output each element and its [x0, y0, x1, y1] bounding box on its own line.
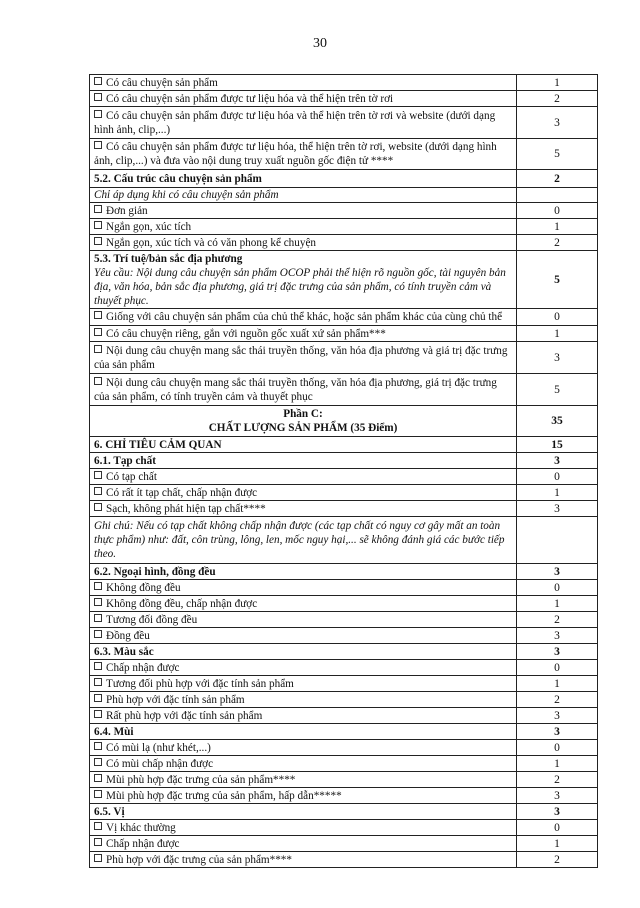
criterion-text: Có tạp chất [106, 470, 157, 483]
score-cell: 5 [517, 139, 598, 170]
table-row [90, 437, 598, 453]
checkbox-icon [94, 694, 102, 702]
table-row [90, 517, 598, 564]
table-row [90, 724, 598, 740]
score-cell: 2 [517, 235, 598, 251]
criterion-text: Chấp nhận được [106, 661, 180, 674]
table-row [90, 235, 598, 251]
criterion-text: Có câu chuyện riêng, gắn với nguồn gốc xuất xứ sản phẩm*** [106, 327, 386, 340]
checkbox-icon [94, 822, 102, 830]
score-cell: 5 [517, 374, 598, 406]
criterion-option [90, 756, 517, 772]
criterion-text: Có câu chuyện sản phẩm [106, 76, 218, 89]
table-row [90, 326, 598, 342]
criterion-text: Giống với câu chuyện sản phẩm của chủ thể khác, hoặc sản phẩm khác của cùng chủ thể [106, 311, 503, 323]
criterion-option [90, 501, 517, 517]
part-title: CHẤT LƯỢNG SẢN PHẨM (35 Điểm) [208, 422, 398, 434]
table-row [90, 342, 598, 374]
score-cell: 2 [517, 170, 598, 188]
score-cell: 3 [517, 107, 598, 139]
checkbox-icon [94, 758, 102, 766]
criterion-text: Không đồng đều, chấp nhận được [106, 597, 258, 610]
checkbox-icon [94, 630, 102, 638]
criterion-text: Có câu chuyện sản phẩm được tư liệu hóa và thể hiện trên tờ rơi [106, 92, 394, 105]
checkbox-icon [94, 221, 102, 229]
score-cell: 0 [517, 469, 598, 485]
section-heading: 6.4. Mùi [90, 724, 517, 740]
table-row [90, 580, 598, 596]
table-row [90, 852, 598, 868]
checkbox-icon [94, 662, 102, 670]
criteria-table [89, 74, 598, 868]
score-cell: 1 [517, 676, 598, 692]
criterion-option [90, 580, 517, 596]
criterion-text: Đồng đều [106, 629, 150, 642]
table-row [90, 692, 598, 708]
score-cell: 1 [517, 485, 598, 501]
table-row [90, 708, 598, 724]
checkbox-icon [94, 678, 102, 686]
section-heading: 6. CHỈ TIÊU CẢM QUAN [90, 437, 517, 453]
criterion-option [90, 309, 517, 326]
section-heading: 5.3. Trí tuệ/bản sắc địa phương [94, 252, 243, 265]
table-row [90, 374, 598, 406]
table-row [90, 820, 598, 836]
score-cell: 3 [517, 708, 598, 724]
criterion-text: Không đồng đều [106, 581, 181, 594]
criterion-text: Có rất ít tạp chất, chấp nhận được [106, 486, 258, 499]
table-row [90, 75, 598, 91]
score-cell: 3 [517, 453, 598, 469]
checkbox-icon [94, 790, 102, 798]
note-text: Yêu cầu: Nội dung câu chuyện sản phẩm OCOP phải thể hiện rõ nguồn gốc, tài nguyên bản địa, văn hóa, bản sắc địa phương, giá trị đặc trưng của sản phẩm, có tính truyền cảm và thuyết phục. [94, 266, 506, 307]
score-cell: 3 [517, 564, 598, 580]
checkbox-icon [94, 345, 102, 353]
table-row [90, 188, 598, 203]
checkbox-icon [94, 77, 102, 85]
checkbox-icon [94, 141, 102, 149]
checkbox-icon [94, 205, 102, 213]
score-cell: 0 [517, 203, 598, 219]
checkbox-icon [94, 328, 102, 336]
table-row [90, 564, 598, 580]
criterion-option [90, 852, 517, 868]
criterion-option [90, 836, 517, 852]
score-cell [517, 188, 598, 203]
score-cell: 0 [517, 740, 598, 756]
table-row [90, 309, 598, 326]
criterion-text: Phù hợp với đặc trưng của sản phẩm**** [106, 853, 292, 866]
table-row [90, 628, 598, 644]
criterion-option [90, 708, 517, 724]
table-row [90, 788, 598, 804]
criterion-option [90, 342, 517, 374]
criterion-option [90, 219, 517, 235]
checkbox-icon [94, 582, 102, 590]
table-row [90, 660, 598, 676]
criterion-option [90, 772, 517, 788]
section-with-note [90, 251, 517, 309]
criterion-text: Nội dung câu chuyện mang sắc thái truyền thống, văn hóa địa phương và giá trị đặc trưng của sản phẩm [94, 344, 508, 371]
part-heading [90, 406, 517, 437]
table-row [90, 676, 598, 692]
criterion-option [90, 820, 517, 836]
criterion-text: Nội dung câu chuyện mang sắc thái truyền thống, văn hóa địa phương, giá trị đặc trưng của sản phẩm, có tính truyền cảm và thuyết phục [94, 376, 497, 403]
checkbox-icon [94, 710, 102, 718]
table-row [90, 612, 598, 628]
criterion-text: Có câu chuyện sản phẩm được tư liệu hóa và thể hiện trên tờ rơi và website (dưới dạng hình ảnh, clip,...) [94, 109, 496, 136]
section-heading: 6.3. Màu sắc [90, 644, 517, 660]
criterion-text: Có câu chuyện sản phẩm được tư liệu hóa, thể hiện trên tờ rơi, website (dưới dạng hình ảnh, clip,...) và đưa vào nội dung truy xuất nguồn gốc điện tử **** [94, 141, 497, 167]
criteria-table-body [90, 75, 598, 868]
section-heading: 6.2. Ngoại hình, đồng đều [90, 564, 517, 580]
score-cell: 3 [517, 501, 598, 517]
checkbox-icon [94, 854, 102, 862]
section-heading: 6.1. Tạp chất [90, 453, 517, 469]
criterion-text: Tương đối đồng đều [106, 613, 198, 626]
criterion-option [90, 235, 517, 251]
table-row [90, 804, 598, 820]
score-cell: 2 [517, 852, 598, 868]
table-row [90, 644, 598, 660]
checkbox-icon [94, 838, 102, 846]
criterion-text: Phù hợp với đặc tính sản phẩm [106, 693, 245, 706]
score-cell: 2 [517, 91, 598, 107]
score-cell: 1 [517, 75, 598, 91]
criterion-text: Đơn giản [106, 204, 148, 217]
table-row [90, 139, 598, 170]
section-heading: 5.2. Cấu trúc câu chuyện sản phẩm [90, 170, 517, 188]
criterion-option [90, 469, 517, 485]
criterion-text: Chấp nhận được [106, 837, 180, 850]
score-cell [517, 517, 598, 564]
criterion-option [90, 692, 517, 708]
criterion-option [90, 628, 517, 644]
table-row [90, 91, 598, 107]
score-cell: 0 [517, 580, 598, 596]
checkbox-icon [94, 471, 102, 479]
score-cell: 0 [517, 820, 598, 836]
checkbox-icon [94, 742, 102, 750]
note-text: Chỉ áp dụng khi có câu chuyện sản phẩm [90, 188, 517, 203]
criterion-option [90, 374, 517, 406]
table-row [90, 203, 598, 219]
criterion-option [90, 788, 517, 804]
score-cell: 1 [517, 596, 598, 612]
score-cell: 3 [517, 724, 598, 740]
score-cell: 3 [517, 788, 598, 804]
checkbox-icon [94, 237, 102, 245]
table-row [90, 219, 598, 235]
criterion-text: Sạch, không phát hiện tạp chất**** [106, 502, 266, 515]
table-row [90, 501, 598, 517]
criterion-option [90, 596, 517, 612]
criterion-option [90, 660, 517, 676]
criterion-option [90, 740, 517, 756]
checkbox-icon [94, 487, 102, 495]
score-cell: 0 [517, 660, 598, 676]
criterion-option [90, 485, 517, 501]
checkbox-icon [94, 311, 102, 319]
score-cell: 1 [517, 326, 598, 342]
criterion-text: Ngắn gọn, xúc tích [106, 220, 192, 233]
section-heading: 6.5. Vị [90, 804, 517, 820]
score-cell: 3 [517, 804, 598, 820]
table-row [90, 596, 598, 612]
note-text: Ghi chú: Nếu có tạp chất không chấp nhận được (các tạp chất có nguy cơ gây mất an toàn thực phẩm) như: đất, côn trùng, lông, len, mốc nguy hại,... sẽ không đánh giá các bước tiếp theo. [90, 517, 517, 564]
table-row [90, 836, 598, 852]
criterion-text: Mùi phù hợp đặc trưng của sản phẩm, hấp dẫn***** [106, 789, 342, 802]
criterion-option [90, 75, 517, 91]
score-cell: 1 [517, 219, 598, 235]
score-cell: 15 [517, 437, 598, 453]
table-row [90, 406, 598, 437]
page-number: 30 [313, 36, 327, 51]
criterion-text: Mùi phù hợp đặc trưng của sản phẩm**** [106, 773, 296, 786]
criterion-text: Có mùi lạ (như khét,...) [106, 741, 211, 754]
checkbox-icon [94, 598, 102, 606]
criterion-option [90, 326, 517, 342]
checkbox-icon [94, 503, 102, 511]
score-cell: 1 [517, 836, 598, 852]
criterion-option [90, 91, 517, 107]
checkbox-icon [94, 614, 102, 622]
criterion-text: Ngắn gọn, xúc tích và có văn phong kể chuyện [106, 236, 317, 249]
score-cell: 1 [517, 756, 598, 772]
table-row [90, 107, 598, 139]
criterion-text: Vị khác thường [106, 821, 176, 834]
score-cell: 5 [517, 251, 598, 309]
criterion-option [90, 676, 517, 692]
checkbox-icon [94, 93, 102, 101]
score-cell: 2 [517, 612, 598, 628]
table-row [90, 485, 598, 501]
table-row [90, 756, 598, 772]
checkbox-icon [94, 377, 102, 385]
score-cell: 3 [517, 644, 598, 660]
score-cell: 35 [517, 406, 598, 437]
table-row [90, 772, 598, 788]
table-row [90, 170, 598, 188]
criterion-option [90, 107, 517, 139]
criterion-option [90, 139, 517, 170]
criterion-text: Tương đối phù hợp với đặc tính sản phẩm [106, 677, 294, 690]
table-row [90, 453, 598, 469]
criterion-option [90, 203, 517, 219]
table-row [90, 469, 598, 485]
table-row [90, 740, 598, 756]
score-cell: 0 [517, 309, 598, 326]
score-cell: 2 [517, 692, 598, 708]
criterion-option [90, 612, 517, 628]
part-label: Phần C: [283, 408, 323, 420]
score-cell: 3 [517, 342, 598, 374]
score-cell: 2 [517, 772, 598, 788]
criterion-text: Rất phù hợp với đặc tính sản phẩm [106, 709, 263, 722]
table-row [90, 251, 598, 309]
criterion-text: Có mùi chấp nhận được [106, 757, 214, 770]
checkbox-icon [94, 774, 102, 782]
score-cell: 3 [517, 628, 598, 644]
checkbox-icon [94, 110, 102, 118]
